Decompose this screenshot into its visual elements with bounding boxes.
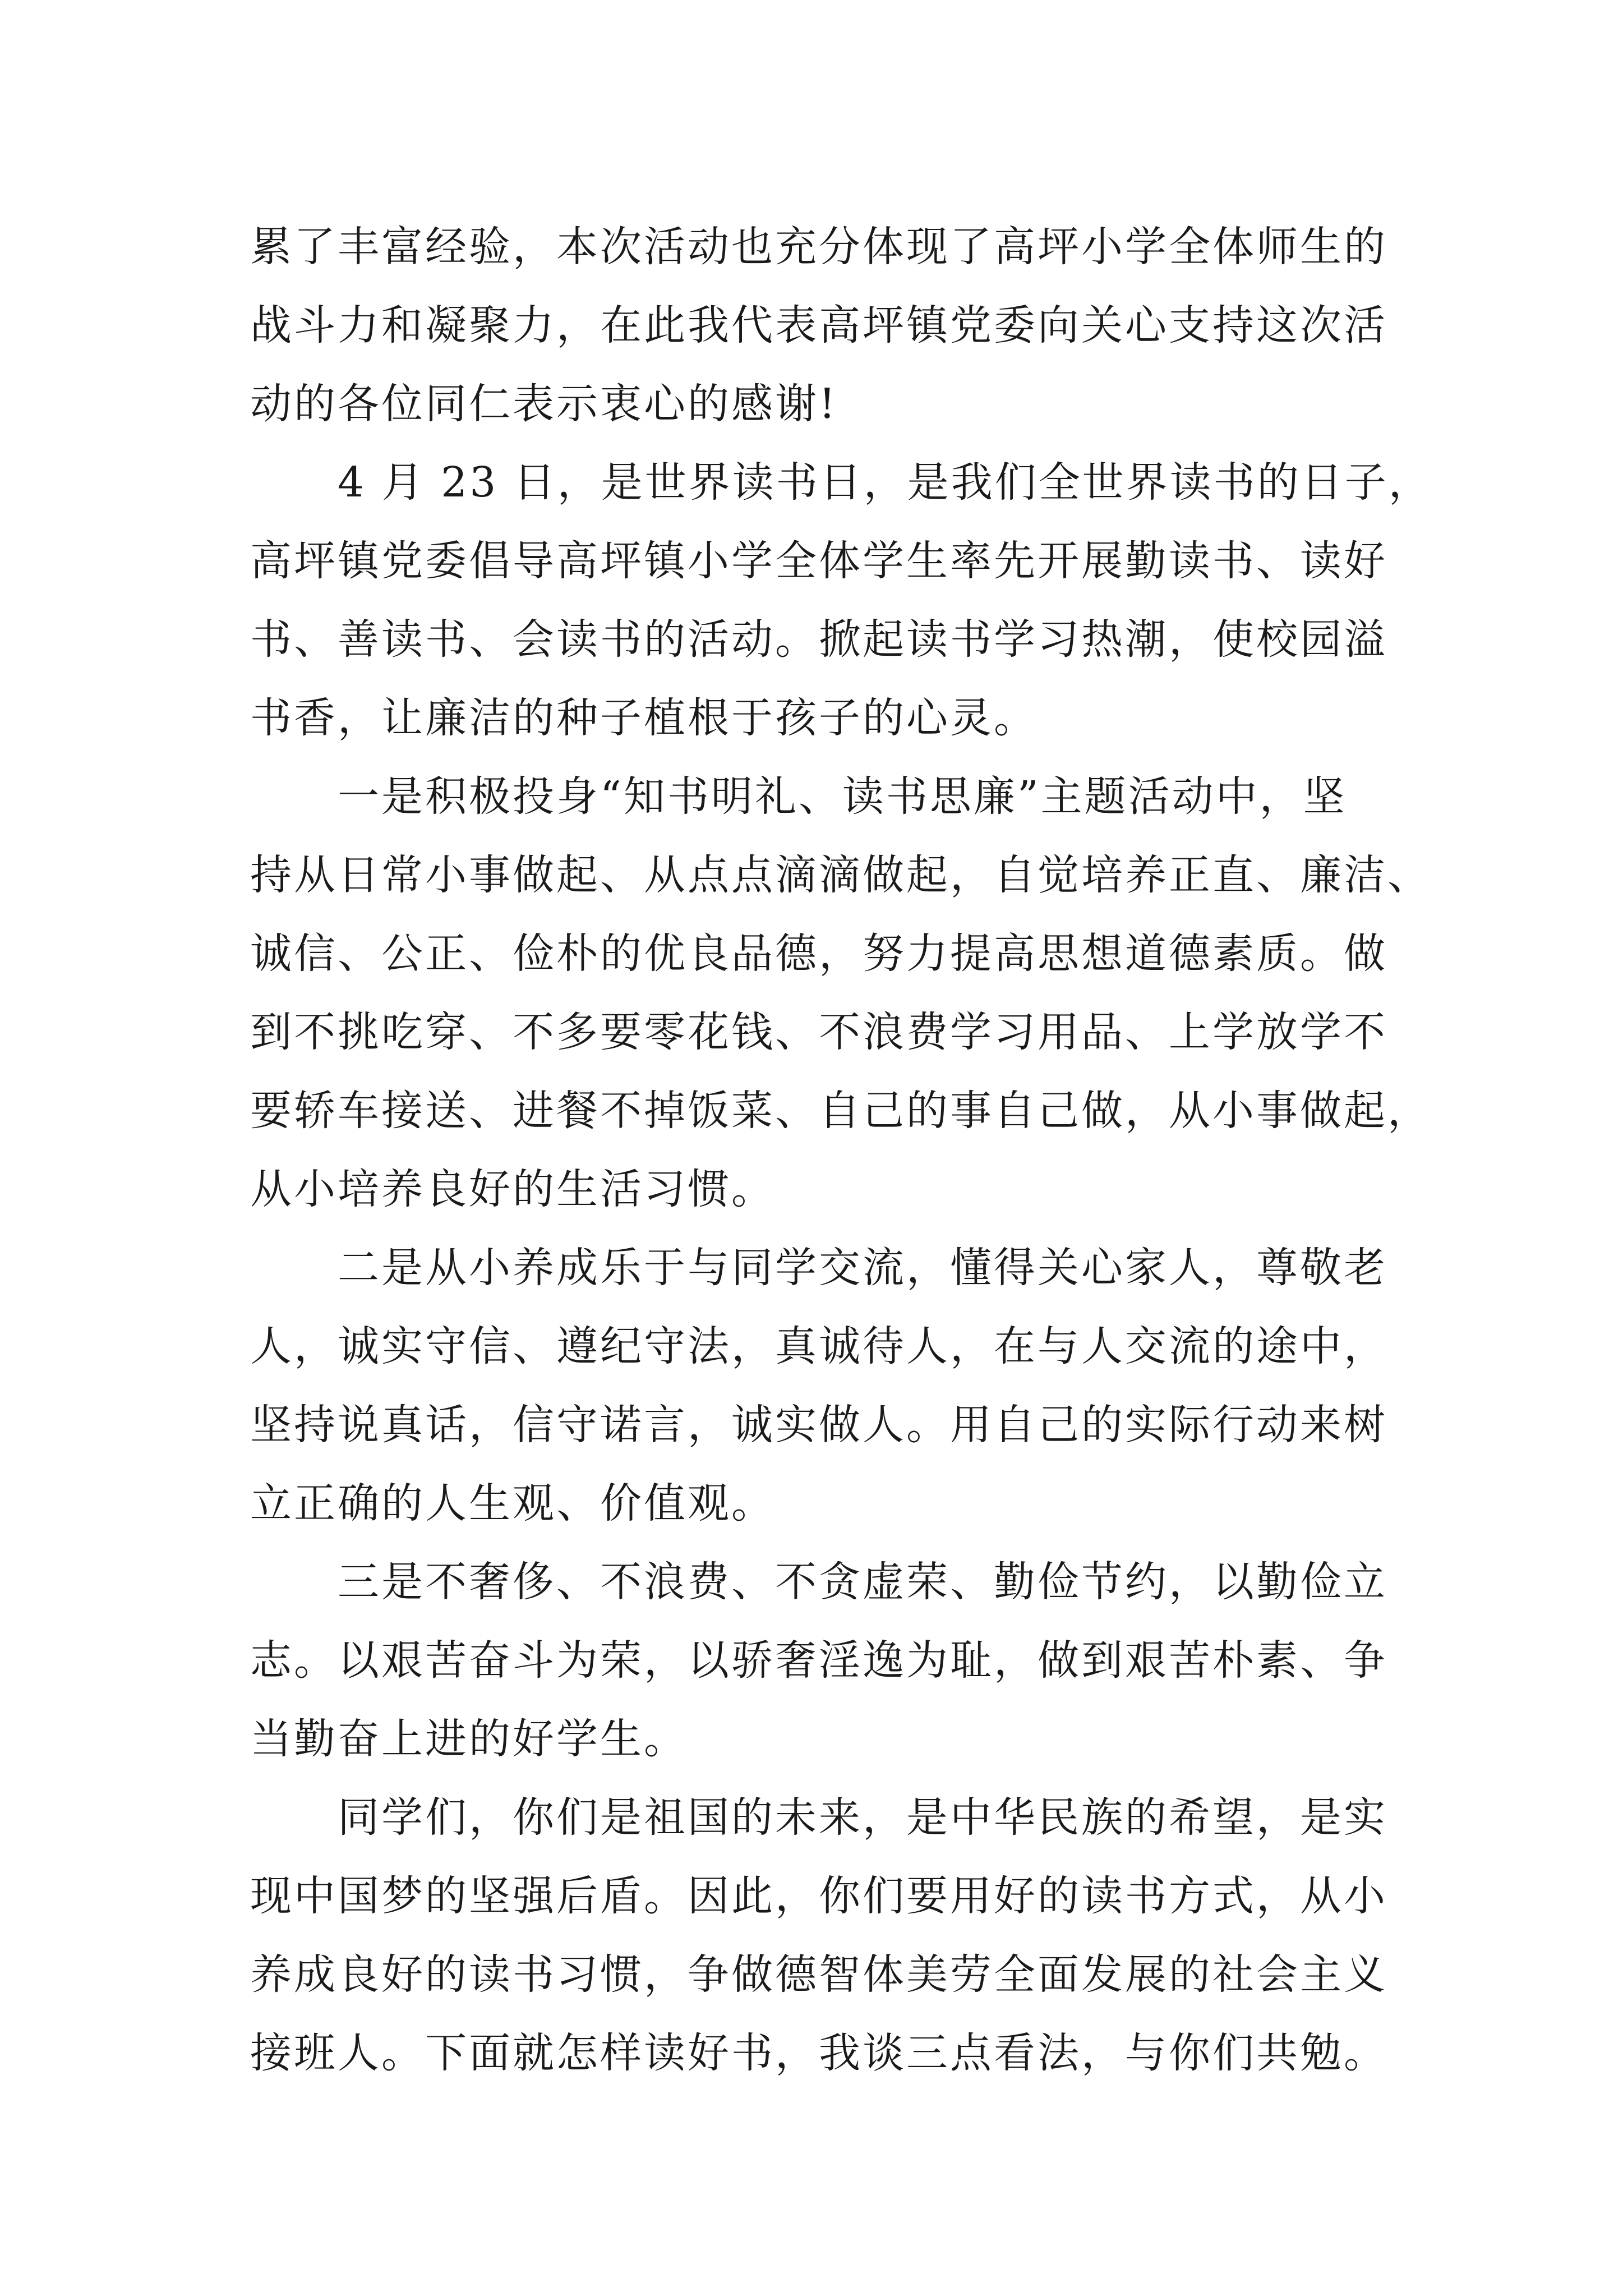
text-line: 动的各位同仁表示衷心的感谢! <box>250 380 838 428</box>
text-line: 从小培养良好的生活习惯。 <box>250 1165 775 1213</box>
text-line: 同学们，你们是祖国的未来，是中华民族的希望，是实 <box>338 1793 1387 1842</box>
text-line: 养成良好的读书习惯，争做德智体美劳全面发展的社会主义 <box>250 1950 1387 1999</box>
text-line: 立正确的人生观、价值观。 <box>250 1479 775 1527</box>
paragraph-reading-day <box>250 443 1432 757</box>
paragraph-point-one <box>250 757 1431 1228</box>
text-line: 接班人。下面就怎样读好书，我谈三点看法，与你们共勉。 <box>250 2029 1387 2077</box>
text-line: 人，诚实守信、遵纪守法，真诚待人，在与人交流的途中， <box>250 1322 1387 1370</box>
paragraph-students-address <box>250 1778 1394 2092</box>
text-line: 书、善读书、会读书的活动。掀起读书学习热潮，使校园溢 <box>250 615 1387 664</box>
text-line: 当勤奋上进的好学生。 <box>250 1715 688 1763</box>
text-line: 高坪镇党委倡导高坪镇小学全体学生率先开展勤读书、读好 <box>250 537 1387 585</box>
paragraph-point-two <box>250 1228 1394 1543</box>
text-line: 要轿车接送、进餐不掉饭菜、自己的事自己做，从小事做起， <box>250 1087 1431 1135</box>
text-line: 现中国梦的坚强后盾。因此，你们要用好的读书方式，从小 <box>250 1872 1387 1920</box>
text-line: 二是从小养成乐于与同学交流，懂得关心家人，尊敬老 <box>338 1244 1387 1292</box>
text-line: 到不挑吃穿、不多要零花钱、不浪费学习用品、上学放学不 <box>250 1008 1387 1056</box>
text-line: 战斗力和凝聚力，在此我代表高坪镇党委向关心支持这次活 <box>250 301 1387 349</box>
paragraph-thanks <box>250 208 1394 443</box>
text-line: 坚持说真话，信守诺言，诚实做人。用自己的实际行动来树 <box>250 1401 1387 1449</box>
text-line: 持从日常小事做起、从点点滴滴做起，自觉培养正直、廉洁、 <box>250 851 1431 899</box>
text-line: 一是积极投身“知书明礼、读书思廉”主题活动中，坚 <box>338 772 1347 821</box>
text-line: 4 月 23 日，是世界读书日，是我们全世界读书的日子， <box>338 458 1432 507</box>
document-body <box>250 208 1432 2092</box>
text-line: 书香，让廉洁的种子植根于孩子的心灵。 <box>250 694 1038 742</box>
text-line: 诚信、公正、俭朴的优良品德，努力提高思想道德素质。做 <box>250 930 1387 978</box>
paragraph-point-three <box>250 1543 1394 1778</box>
text-line: 累了丰富经验，本次活动也充分体现了高坪小学全体师生的 <box>250 223 1387 271</box>
text-line: 三是不奢侈、不浪费、不贪虚荣、勤俭节约，以勤俭立 <box>338 1558 1387 1606</box>
text-line: 志。以艰苦奋斗为荣，以骄奢淫逸为耻，做到艰苦朴素、争 <box>250 1636 1387 1685</box>
